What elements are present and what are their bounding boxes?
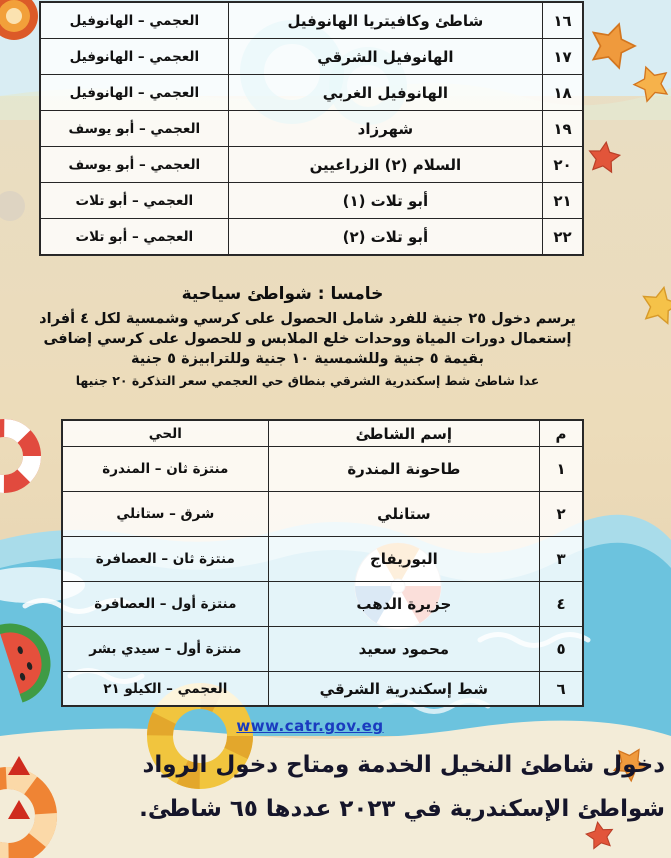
table-row <box>63 447 583 492</box>
table-row <box>63 672 583 706</box>
beach-name-cell: شط إسكندرية الشرقي <box>268 672 539 706</box>
row-number-cell: ٦ <box>540 672 583 706</box>
beach-name-cell: الهانوفيل الغربي <box>228 75 542 111</box>
fees-exception-line: عدا شاطئ شط إسكندرية الشرقي بنطاق حي العجمي سعر التذكرة ٢٠ جنيها <box>75 373 540 388</box>
row-number-cell: ٢٠ <box>543 147 583 183</box>
beach-name-cell: محمود سعيد <box>268 627 539 672</box>
row-number-cell: ١ <box>540 447 583 492</box>
row-number-cell: ٥ <box>540 627 583 672</box>
table-row <box>41 219 583 255</box>
district-cell: العجمي – الهانوفيل <box>41 3 229 39</box>
row-number-cell: ٢ <box>540 492 583 537</box>
table-row <box>63 537 583 582</box>
beach-name-cell: شهرزاد <box>228 111 542 147</box>
fees-line: بقيمة ٥ جنية وللشمسية ١٠ جنية وللترابيزة ٥ جنية <box>131 351 484 367</box>
red-triangle-bullet-icon <box>8 800 30 819</box>
tourist-beaches-table <box>62 420 583 706</box>
footer-note: شواطئ الإسكندرية في ٢٠٢٣ عددها ٦٥ شاطئ. <box>139 796 665 822</box>
beach-name-cell: شاطئ وكافيتريا الهانوفيل <box>228 3 542 39</box>
red-triangle-bullet-icon <box>8 756 30 775</box>
district-cell: العجمي – الكيلو ٢١ <box>63 672 269 706</box>
fees-line: إستعمال دورات المياة ووحدات خلع الملابس و للحصول على كرسي إضافى <box>43 331 572 347</box>
column-header-district: الحي <box>63 421 269 447</box>
district-cell: العجمي – أبو يوسف <box>41 111 229 147</box>
row-number-cell: ١٩ <box>543 111 583 147</box>
row-number-cell: ١٧ <box>543 39 583 75</box>
footer-note: دخول شاطئ النخيل الخدمة ومتاح دخول الرواد <box>142 752 665 778</box>
district-cell: العجمي – الهانوفيل <box>41 75 229 111</box>
district-cell: منتزة ثان – العصافرة <box>63 537 269 582</box>
beach-name-cell: السلام (٢) الزراعيين <box>228 147 542 183</box>
row-number-cell: ١٨ <box>543 75 583 111</box>
fees-line: يرسم دخول ٢٥ جنية للفرد شامل الحصول على كرسي وشمسية لكل ٤ أفراد <box>39 311 576 327</box>
table-header-row <box>63 421 583 447</box>
district-cell: منتزة أول – سيدي بشر <box>63 627 269 672</box>
table-row <box>41 147 583 183</box>
row-number-cell: ١٦ <box>543 3 583 39</box>
table-row <box>41 111 583 147</box>
row-number-cell: ٣ <box>540 537 583 582</box>
row-number-cell: ٢١ <box>543 183 583 219</box>
table-row <box>41 183 583 219</box>
district-cell: العجمي – أبو تلات <box>41 183 229 219</box>
district-cell: منتزة ثان – المندرة <box>63 447 269 492</box>
beach-name-cell: طاحونة المندرة <box>268 447 539 492</box>
district-cell: العجمي – أبو يوسف <box>41 147 229 183</box>
fees-paragraph <box>30 309 585 391</box>
district-cell: العجمي – أبو تلات <box>41 219 229 255</box>
beach-name-cell: جزيرة الدهب <box>268 582 539 627</box>
column-header-number: م <box>540 421 583 447</box>
district-cell: شرق – ستانلي <box>63 492 269 537</box>
table-row <box>41 39 583 75</box>
beach-name-cell: أبو تلات (١) <box>228 183 542 219</box>
row-number-cell: ٢٢ <box>543 219 583 255</box>
table-row <box>63 582 583 627</box>
district-cell: العجمي – الهانوفيل <box>41 39 229 75</box>
beach-name-cell: ستانلي <box>268 492 539 537</box>
ajami-beaches-table <box>40 2 583 255</box>
row-number-cell: ٤ <box>540 582 583 627</box>
table-row <box>63 627 583 672</box>
website-link[interactable]: www.catr.gov.eg <box>236 717 384 735</box>
district-cell: منتزة أول – العصافرة <box>63 582 269 627</box>
beach-name-cell: البوريفاج <box>268 537 539 582</box>
beach-name-cell: الهانوفيل الشرقي <box>228 39 542 75</box>
table-row <box>41 75 583 111</box>
column-header-beach-name: إسم الشاطئ <box>268 421 539 447</box>
table-row <box>41 3 583 39</box>
beach-name-cell: أبو تلات (٢) <box>228 219 542 255</box>
section-heading: خامسا : شواطئ سياحية <box>181 284 384 304</box>
table-row <box>63 492 583 537</box>
